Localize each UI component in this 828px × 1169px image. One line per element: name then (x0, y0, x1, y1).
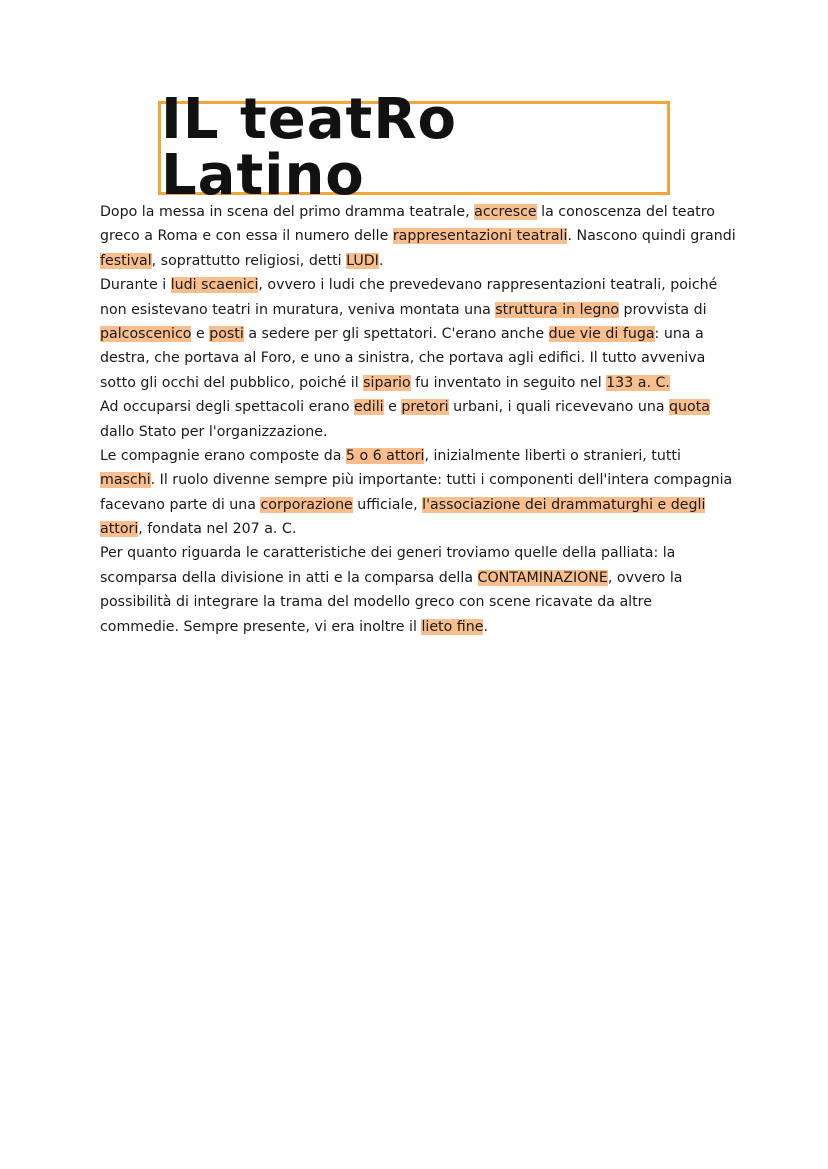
text-segment: provvista di (619, 301, 707, 318)
text-segment: , inizialmente liberti o stranieri, tutti (424, 447, 681, 464)
text-segment: Per quanto riguarda le caratteristiche dei generi troviamo quelle della palliata: la (100, 545, 676, 562)
text-segment: . Il ruolo divenne sempre più importante: tutti i componenti dell'intera compagnia (150, 472, 733, 489)
text-segment: greco a Roma e con essa il numero delle (100, 228, 393, 245)
text-segment: e (191, 325, 210, 342)
text-segment: . Nascono quindi grandi (567, 228, 736, 245)
text-segment: , soprattutto religiosi, detti (151, 252, 347, 269)
highlighted-term: ludi scaenici (170, 277, 259, 294)
text-segment: e (383, 399, 402, 416)
text-segment: possibilità di integrare la trama del modello greco con scene ricavate da altre (100, 594, 652, 611)
text-segment: sotto gli occhi del pubblico, poiché il (100, 374, 364, 391)
text-line (100, 566, 740, 590)
text-segment: scomparsa della divisione in atti e la comparsa della (100, 569, 478, 586)
highlighted-term: rappresentazioni teatrali (392, 228, 568, 245)
highlighted-term: pretori (401, 399, 449, 416)
highlighted-term: LUDI (346, 252, 379, 269)
text-line (100, 395, 740, 419)
text-segment: commedie. Sempre presente, vi era inoltre il (100, 618, 422, 635)
page-title: IL teatRo Latino (161, 87, 457, 208)
highlighted-term: maschi (100, 472, 151, 489)
highlighted-term: sipario (363, 374, 411, 391)
text-line (100, 444, 740, 468)
text-line (100, 493, 740, 517)
highlighted-term: corporazione (260, 496, 353, 513)
text-segment: Durante i (100, 277, 171, 294)
text-line (100, 249, 740, 273)
highlighted-term: 5 o 6 attori (345, 447, 425, 464)
text-line (100, 200, 740, 224)
text-segment: , fondata nel 207 a. C. (138, 521, 297, 538)
text-line (100, 298, 740, 322)
highlighted-term: accresce (474, 204, 537, 220)
highlighted-term: posti (209, 325, 244, 342)
highlighted-term: lieto fine (421, 618, 484, 635)
text-segment: ufficiale, (352, 496, 423, 513)
text-segment: , ovvero la (607, 569, 683, 586)
text-segment: Le compagnie erano composte da (100, 447, 346, 464)
text-segment: . (483, 618, 488, 635)
body-text (100, 200, 740, 639)
text-line (100, 371, 740, 395)
highlighted-term: quota (669, 399, 710, 416)
text-segment: , ovvero i ludi che prevedevano rappresentazioni teatrali, poiché (258, 277, 718, 294)
text-line (100, 468, 740, 492)
text-line (100, 273, 740, 297)
text-segment: non esistevano teatri in muratura, veniva montata una (100, 301, 496, 318)
highlighted-term: 133 a. C. (606, 374, 670, 391)
highlighted-term: palcoscenico (100, 325, 192, 342)
highlighted-term: attori (100, 521, 139, 538)
text-line (100, 615, 740, 639)
text-segment: destra, che portava al Foro, e uno a sinistra, che portava agli edifici. Il tutto avveniva (100, 350, 706, 367)
text-segment: a sedere per gli spettatori. C'erano anche (243, 325, 549, 342)
title-box (158, 87, 670, 208)
text-line (100, 346, 740, 370)
highlighted-term: struttura in legno (495, 301, 620, 318)
text-segment: : una a (654, 325, 704, 342)
text-line (100, 224, 740, 248)
highlighted-term: festival (100, 252, 152, 269)
text-segment: . (378, 252, 384, 269)
text-segment: facevano parte di una (100, 496, 261, 513)
text-segment: fu inventato in seguito nel (410, 374, 607, 391)
text-segment: la conoscenza del teatro (536, 204, 715, 220)
text-line (100, 420, 740, 444)
text-segment: Ad occuparsi degli spettacoli erano (100, 399, 355, 416)
text-line (100, 541, 740, 565)
text-segment: urbani, i quali ricevevano una (448, 399, 670, 416)
highlighted-term: edili (354, 399, 384, 416)
highlighted-term: CONTAMINAZIONE (477, 569, 608, 586)
text-segment: Dopo la messa in scena del primo dramma teatrale, (100, 204, 475, 220)
text-line (100, 322, 740, 346)
highlighted-term: l'associazione dei drammaturghi e degli (422, 496, 706, 513)
text-line (100, 517, 740, 541)
text-line (100, 590, 740, 614)
highlighted-term: due vie di fuga (548, 325, 655, 342)
text-segment: dallo Stato per l'organizzazione. (100, 423, 328, 440)
